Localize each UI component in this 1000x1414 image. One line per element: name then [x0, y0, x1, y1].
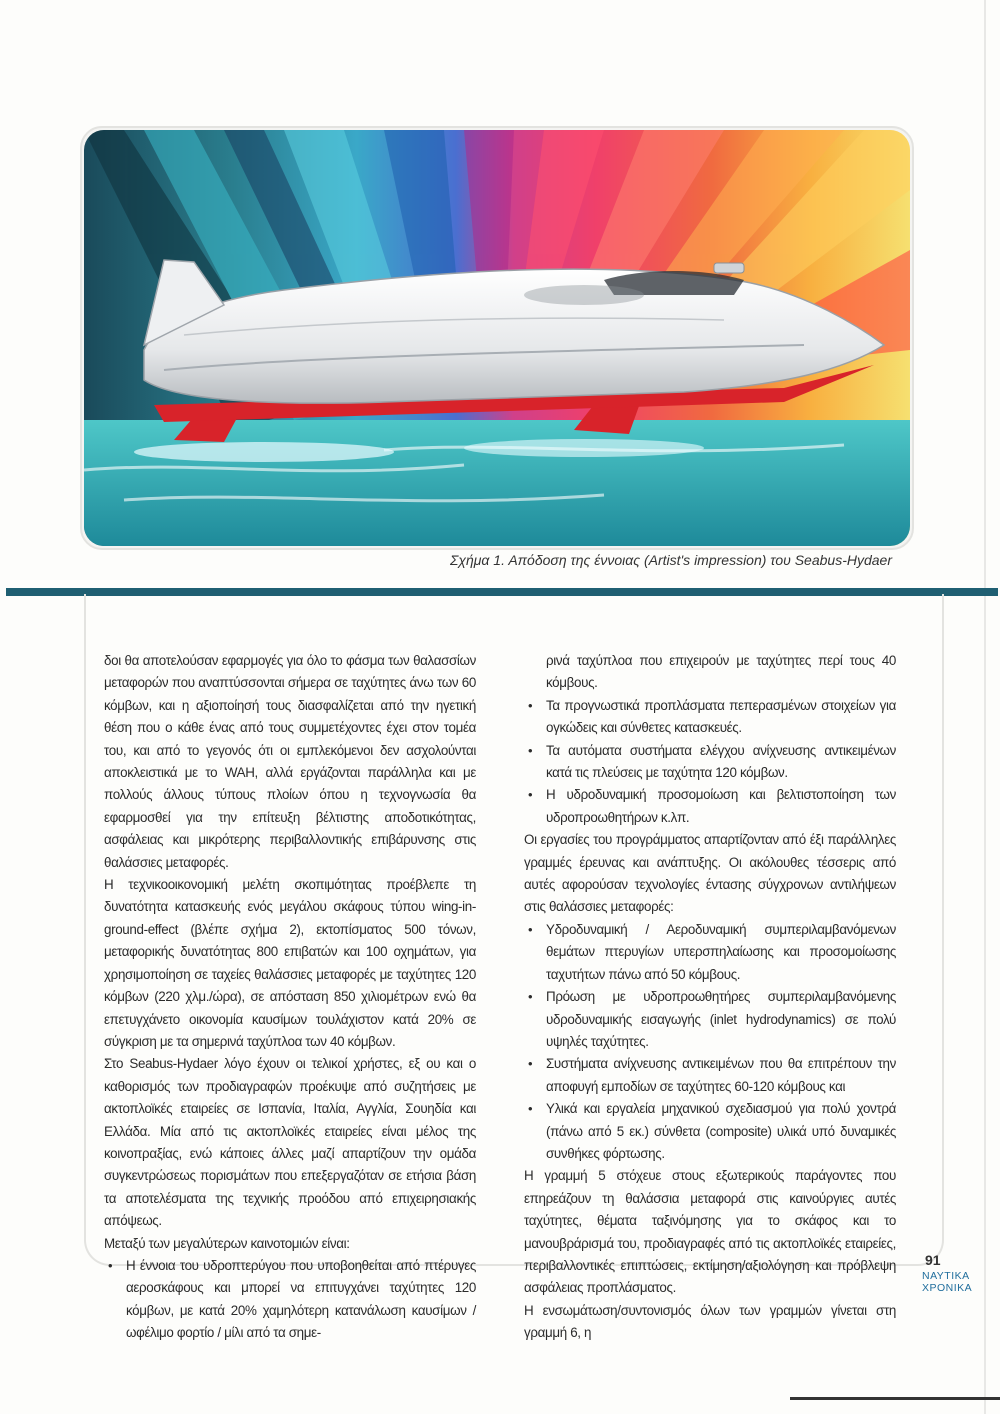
- list-item: [104, 1255, 476, 1345]
- list-item: [524, 695, 896, 740]
- paragraph: δοι θα αποτελούσαν εφαρμογές για όλο το φάσμα των θαλασσίων μεταφορών που αναπτύσσονται σήμερα σε ταχύτητες άνω των 60 κόμβων, και η αξιοποίησή τους διασφαλίζεται από την ηγετική θέση που ο κάθε ένας από τους συμμετέχοντες έχει στον τομέα του, και από το γεγονός ότι οι εμπλεκόμενοι δεν ασχολούνται αποκλειστικά με το WAH, αλλά εργάζονται παράλληλα και με πολλούς άλλους τύπους πλοίων όπου η τεχνογνωσία θα εφαρμοσθεί για την επίτευξη βέλτιστης αποδοτικότητας, ασφάλειας και μικρότερης περιβαλλοντικής επιβάρυνσης στις θαλάσσιες μεταφορές.: [104, 653, 476, 870]
- list-item: [524, 1053, 896, 1098]
- list-item: [524, 740, 896, 785]
- list-item: [524, 919, 896, 986]
- list-item: [524, 1098, 896, 1165]
- left-column: [104, 650, 476, 1345]
- list-item-text: Συστήματα ανίχνευσης αντικειμένων που θα επιτρέπουν την αποφυγή εμποδίων σε ταχύτητες 60-120 κόμβους και: [546, 1056, 896, 1094]
- list-item-text: Πρόωση με υδροπροωθητήρες συμπεριλαμβανόμενης υδροδυναμικής εισαγωγής (inlet hydrodynamics) σε πολύ υψηλές ταχύτητες.: [546, 989, 896, 1049]
- figure-caption: Σχήμα 1. Απόδοση της έννοιας (Artist's impression) του Seabus-Hydaer: [449, 552, 892, 568]
- paragraph: Μεταξύ των μεγαλύτερων καινοτομιών είναι:: [104, 1235, 350, 1251]
- paragraph: Η ενσωμάτωση/συντονισμός όλων των γραμμών γίνεται στη γραμμή 6, η: [524, 1302, 896, 1341]
- bottom-rule: [790, 1397, 1000, 1400]
- list-item-text: Τα προγνωστικά προπλάσματα πεπερασμένων στοιχείων για ογκώδεις και σύνθετες κατασκευές.: [546, 697, 896, 736]
- brand-line-1: ΝΑΥΤΙΚΑ: [922, 1270, 970, 1282]
- bullet-icon: •: [528, 1101, 533, 1117]
- seabus-hydaer-illustration: [84, 130, 910, 546]
- right-column: [524, 650, 896, 1345]
- innovations-list: [104, 1255, 476, 1345]
- paragraph: ρινά ταχύπλοα που επιχειρούν με ταχύτητες περί τους 40 κόμβους.: [546, 653, 896, 691]
- list-item-text: Τα αυτόματα συστήματα ελέγχου ανίχνευσης αντικειμένων κατά τις πλεύσεις με ταχύτητα 120 κόμβων.: [546, 742, 896, 781]
- list-item: [524, 784, 896, 829]
- paragraph: Η τεχνικοοικονομική μελέτη σκοπιμότητας προέβλεπε τη δυνατότητα κατασκευής ενός μεγάλου σκάφους τύπου wing-in-ground-effect (βλέπε σχήμα 2), εκτοπίσματος 500 τόνων, μεταφορικής δυνατότητας 800 επιβατών και 100 οχημάτων, για χρησιμοποίηση σε ταχείες θαλάσσιες μεταφορές με ταχύτητες 120 κόμβων (220 χλμ./ώρα), σε απόσταση 850 χιλιομέτρων ενώ θα επετυγχάνετο οικονομία καυσίμων τουλάχιστον κατά 20% σε σύγκριση με τα σημερινά ταχύπλοα των 40 κόμβων.: [104, 877, 476, 1049]
- publication-logo: [922, 1270, 972, 1294]
- paragraph: Η γραμμή 5 στόχευε στους εξωτερικούς παράγοντες που επηρεάζουν τη θαλάσσια μεταφορά στις καινούργιες αυτές ταχύτητες, θέματα ταξινόμησης για το σκάφος και το μανουβράρισμά του, προδιαγραφές από τις ακτοπλοϊκές εταιρείες, περιβαλλοντικές επιπτώσεις, εκτίμηση/αξιολόγηση και πρόβλεψη ασφάλειας προπλάσματος.: [524, 1168, 896, 1296]
- list-item-text: Υδροδυναμική / Αεροδυναμική συμπεριλαμβανόμενων θεμάτων πτερυγίων υπερσπηλαίωσης και προσομοίωσης ταχυτήτων πάνω από 50 κόμβους.: [546, 921, 896, 982]
- paragraph: Οι εργασίες του προγράμματος απαρτίζονταν από έξι παράλληλες γραμμές έρευνας και ανάπτυξης. Οι ακόλουθες τέσσερις από αυτές αφορούσαν τεχνολογίες έντασης σύγχρονων αντιλήψεων στις θαλάσσιες μεταφορές:: [524, 832, 896, 915]
- brand-line-2: ΧΡΟΝΙΚΑ: [922, 1282, 973, 1294]
- page-edge-line: [984, 0, 986, 1414]
- list-item-text: Η υδροδυναμική προσομοίωση και βελτιστοποίηση των υδροπροωθητήρων κ.λπ.: [546, 787, 896, 825]
- bullet-icon: •: [108, 1257, 113, 1273]
- paragraph: Στο Seabus-Hydaer λόγο έχουν οι τελικοί χρήστες, εξ ου και ο καθορισμός των προδιαγραφών προέκυψε από συζητήσεις με ακτοπλοϊκές εταιρείες σε Ισπανία, Ιταλία, Αγγλία, Σουηδία και Ελλάδα. Μία από τις ακτοπλοϊκές εταιρείες είναι μέλος της κοινοπραξίας, ενώ κάποιες άλλες μαζί απαρτίζουν την ομάδα συγκεντρώσεως πορισμάτων που επεξεργαζόταν σε ετήσια βάση τα αποτελέσματα της τεχνικής προόδου από επιχειρησιακής απόψεως.: [104, 1056, 476, 1229]
- list-item: [524, 986, 896, 1053]
- bullet-icon: •: [528, 921, 533, 937]
- innovations-list-continued: [524, 695, 896, 829]
- research-lines-list: [524, 919, 896, 1165]
- bullet-icon: •: [528, 787, 533, 803]
- page-number: 91: [925, 1252, 941, 1268]
- list-item-text: Υλικά και εργαλεία μηχανικού σχεδιασμού για πολύ χοντρά (πάνω από 5 εκ.) σύνθετα (composite) υλικά υπό δυναμικές συνθήκες φόρτωσης.: [546, 1101, 896, 1161]
- bullet-icon: •: [528, 742, 533, 758]
- bullet-icon: •: [528, 989, 533, 1005]
- bullet-icon: •: [528, 1056, 533, 1072]
- list-item-text: Η έννοια του υδροπτερύγου που υποβοηθείται από πτέρυγες αεροσκάφους και μπορεί να επιτυγχάνει ταχύτητες 120 κόμβων, με κατά 20% χαμηλότερη κατανάλωση καυσίμων / ωφέλιμο φορτίο / μίλι από τα σημε-: [126, 1257, 476, 1341]
- bullet-icon: •: [528, 697, 533, 713]
